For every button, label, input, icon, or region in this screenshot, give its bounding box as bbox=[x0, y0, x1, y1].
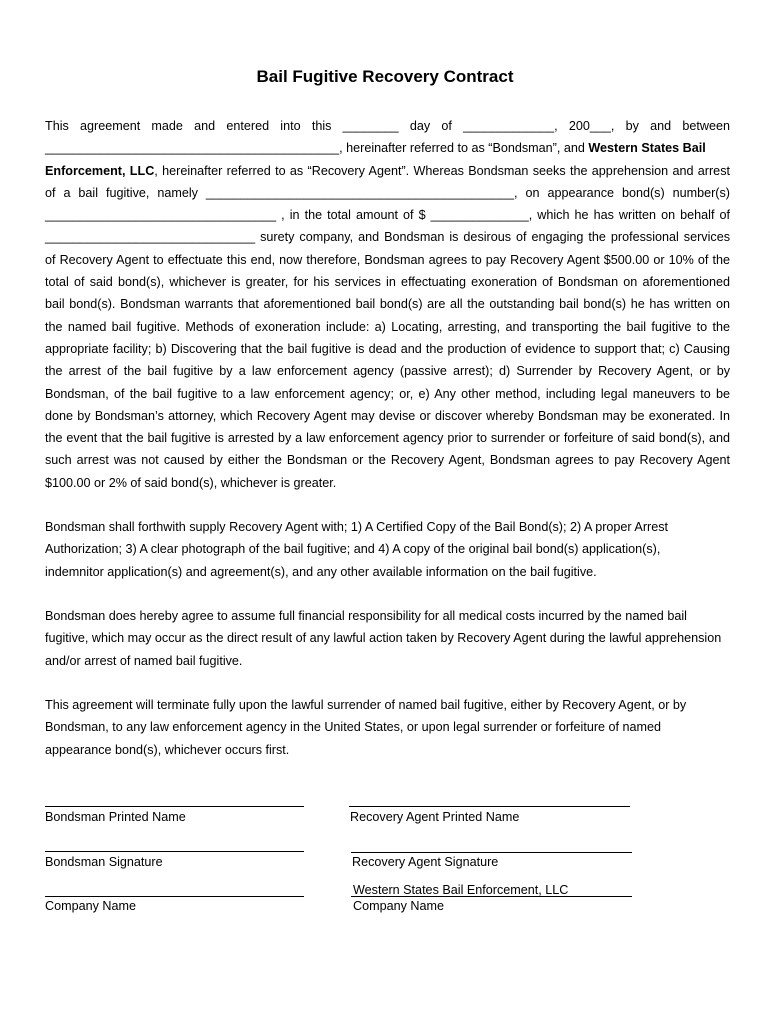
text-line: Bondsman shall forthwith supply Recovery Agent with; 1) A Certified Copy of the Bail Bond(s); 2) A proper Arrest bbox=[45, 520, 669, 534]
text-line: Bondsman, of the bail fugitive to a law enforcement agency; or, e) Any other method, including legal maneuvers to be bbox=[45, 386, 730, 401]
bondsman-company-name-label: Company Name bbox=[45, 899, 136, 913]
text-line: appearance bond(s), whichever occurs first. bbox=[45, 742, 290, 757]
text-line: done by Bondsman’s attorney, which Recovery Agent may devise or discover whereby Bondsman may be exonerated. In bbox=[45, 408, 730, 423]
paragraph-termination bbox=[45, 694, 730, 761]
text-line: fugitive, which may occur as the direct result of any lawful action taken by Recovery Agent during the lawful apprehension bbox=[45, 631, 722, 646]
bondsman-company-name-line[interactable] bbox=[45, 896, 304, 897]
recovery-agent-company-bold: Enforcement, LLC bbox=[45, 163, 155, 178]
bondsman-printed-name-line[interactable] bbox=[45, 806, 304, 807]
recovery-agent-company-bold: Western States Bail bbox=[588, 141, 706, 156]
text-line: of Recovery Agent to effectuate this end, now therefore, Bondsman agrees to pay Recovery Agent $500.00 or 10% of the bbox=[45, 252, 730, 267]
text-line: This agreement made and entered into this ________ day of _____________, 200___, by and between bbox=[45, 119, 730, 133]
bondsman-signature-label: Bondsman Signature bbox=[45, 855, 163, 869]
text-line: indemnitor application(s) and agreement(s), and any other available information on the bail fugitive. bbox=[45, 564, 597, 579]
text-line: the event that the bail fugitive is arrested by a law enforcement agency prior to surrender or forfeiture of said bond(s), and bbox=[45, 431, 730, 446]
text-line: of a bail fugitive, namely ____________________________________________, on appearance bond(s) number(s) bbox=[45, 185, 730, 200]
text-line: the arrest of the bail fugitive by a law enforcement agency (passive arrest); d) Surrender by Recovery Agent, or by bbox=[45, 364, 730, 379]
paragraph-medical bbox=[45, 605, 730, 672]
recovery-agent-company-name-line[interactable] bbox=[351, 896, 632, 897]
bondsman-printed-name-label: Bondsman Printed Name bbox=[45, 810, 186, 824]
text-line: Authorization; 3) A clear photograph of the bail fugitive; and 4) A copy of the original bail bond(s) application(s), bbox=[45, 542, 661, 557]
text-line: the named bail fugitive. Methods of exoneration include: a) Locating, arresting, and transporting the bail fugitive to the bbox=[45, 319, 730, 334]
text-line: bail bond(s). Bondsman warrants that aforementioned bail bond(s) are all the outstanding bail bond(s) he has written on bbox=[45, 297, 730, 312]
recovery-agent-printed-name-label: Recovery Agent Printed Name bbox=[350, 810, 520, 824]
text-line: _________________________________ , in the total amount of $ ______________, which he has written on behalf of bbox=[45, 208, 730, 223]
document-title: Bail Fugitive Recovery Contract bbox=[256, 67, 514, 86]
recovery-agent-company-value: Western States Bail Enforcement, LLC bbox=[353, 883, 569, 897]
text-segment: __________________________________________, hereinafter referred to as “Bondsman”, and bbox=[45, 141, 585, 156]
text-line: $100.00 or 2% of said bond(s), whichever is greater. bbox=[45, 475, 337, 490]
recovery-agent-signature-line[interactable] bbox=[351, 852, 632, 853]
paragraph-supply bbox=[45, 516, 730, 583]
text-line bbox=[45, 137, 730, 159]
recovery-agent-company-name-label: Company Name bbox=[353, 899, 444, 913]
text-segment: , hereinafter referred to as “Recovery Agent”. Whereas Bondsman seeks the apprehension and arrest bbox=[154, 163, 730, 178]
text-line: and/or arrest of named bail fugitive. bbox=[45, 653, 243, 668]
text-line: Bondsman does hereby agree to assume full financial responsibility for all medical costs incurred by the named bail bbox=[45, 609, 687, 623]
text-line: ______________________________ surety company, and Bondsman is desirous of engaging the professional services bbox=[45, 230, 730, 245]
text-line: This agreement will terminate fully upon the lawful surrender of named bail fugitive, either by Recovery Agent, or by bbox=[45, 698, 687, 712]
text-line: such arrest was not caused by either the Bondsman or the Recovery Agent, Bondsman agrees to pay Recovery Agent bbox=[45, 453, 730, 468]
text-line: appropriate facility; b) Discovering that the bail fugitive is dead and the production of evidence to support that; c) Causing bbox=[45, 341, 730, 356]
recovery-agent-signature-label: Recovery Agent Signature bbox=[352, 855, 499, 869]
text-line bbox=[45, 160, 730, 182]
paragraph-agreement bbox=[45, 115, 730, 494]
text-line: Bondsman, to any law enforcement agency in the United States, or upon legal surrender or forfeiture of named bbox=[45, 720, 662, 735]
text-line: total of said bond(s), whichever is greater, for his services in effectuating exoneration of Bondsman on aforementioned bbox=[45, 275, 730, 290]
bondsman-signature-line[interactable] bbox=[45, 851, 304, 852]
recovery-agent-printed-name-line[interactable] bbox=[349, 806, 630, 807]
